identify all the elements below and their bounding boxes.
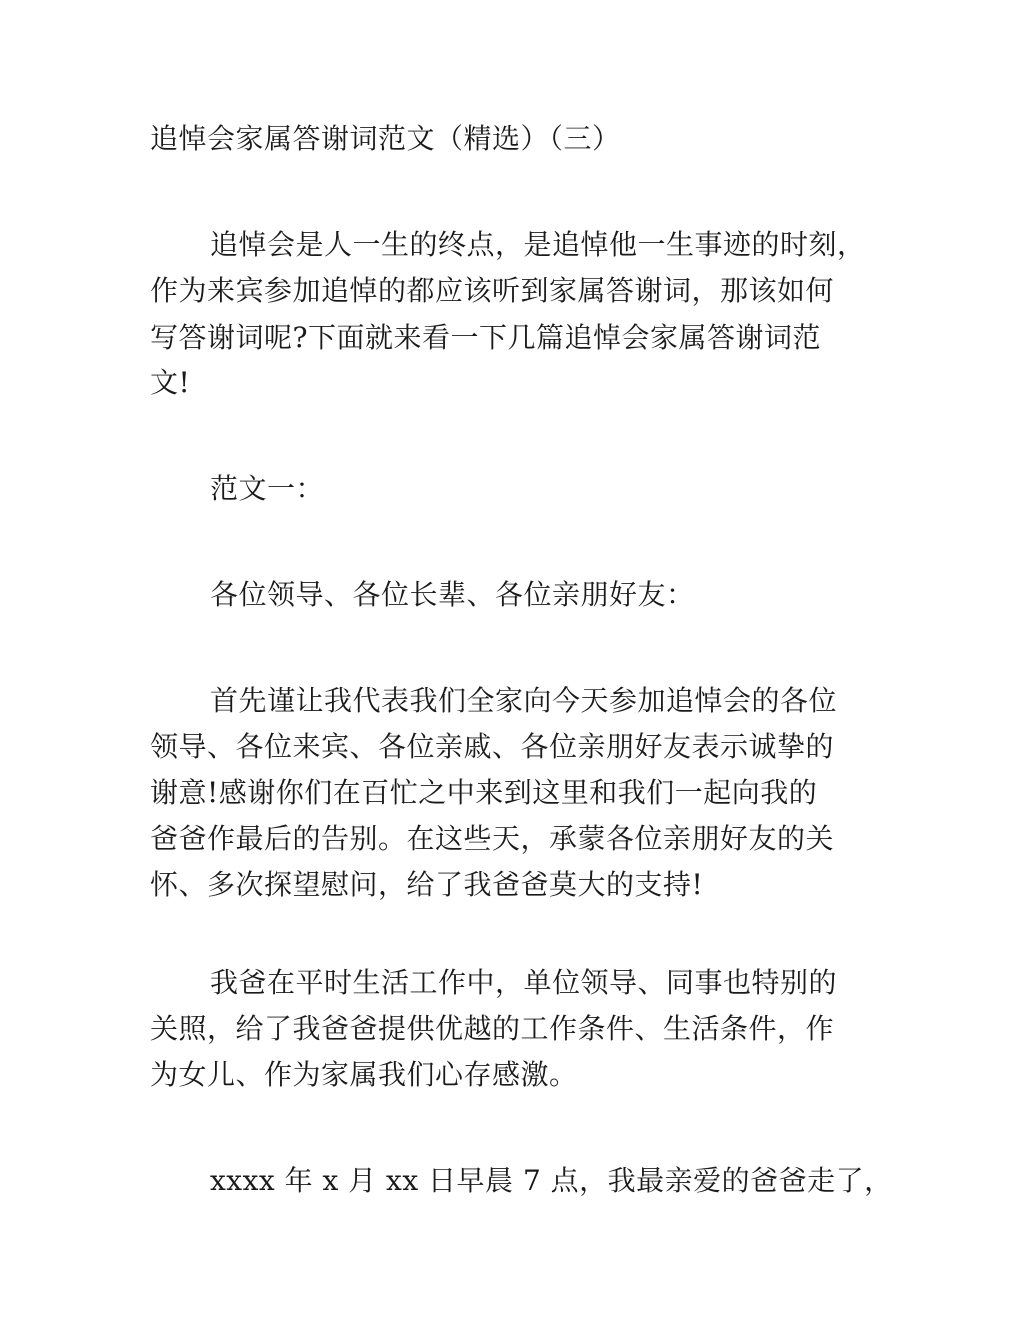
paragraph-line: xxxx 年 x 月 xx 日早晨 7 点，我最亲爱的爸爸走了， — [210, 1164, 893, 1197]
intro-line: 文! — [150, 366, 191, 399]
paragraph-line: 关照，给了我爸爸提供优越的工作条件、生活条件，作 — [150, 1012, 835, 1045]
section-heading: 范文一： — [210, 472, 325, 505]
paragraph-line: 谢意!感谢你们在百忙之中来到这里和我们一起向我的 — [150, 776, 818, 809]
salutation: 各位领导、各位长辈、各位亲朋好友： — [210, 578, 695, 611]
paragraph-line: 为女儿、作为家属我们心存感激。 — [150, 1058, 578, 1091]
paragraph-line: 领导、各位来宾、各位亲戚、各位亲朋好友表示诚挚的 — [150, 730, 835, 763]
paragraph-line: 首先谨让我代表我们全家向今天参加追悼会的各位 — [210, 684, 838, 717]
paragraph-line: 爸爸作最后的告别。在这些天，承蒙各位亲朋好友的关 — [150, 822, 835, 855]
paragraph-line: 我爸在平时生活工作中，单位领导、同事也特别的 — [210, 966, 838, 999]
paragraph-line: 怀、多次探望慰问，给了我爸爸莫大的支持! — [150, 868, 704, 901]
intro-line: 追悼会是人一生的终点，是追悼他一生事迹的时刻， — [210, 228, 866, 261]
intro-line: 写答谢词呢?下面就来看一下几篇追悼会家属答谢词范 — [150, 321, 822, 354]
intro-line: 作为来宾参加追悼的都应该听到家属答谢词，那该如何 — [150, 274, 835, 307]
document-title: 追悼会家属答谢词范文（精选）（三） — [150, 122, 621, 155]
